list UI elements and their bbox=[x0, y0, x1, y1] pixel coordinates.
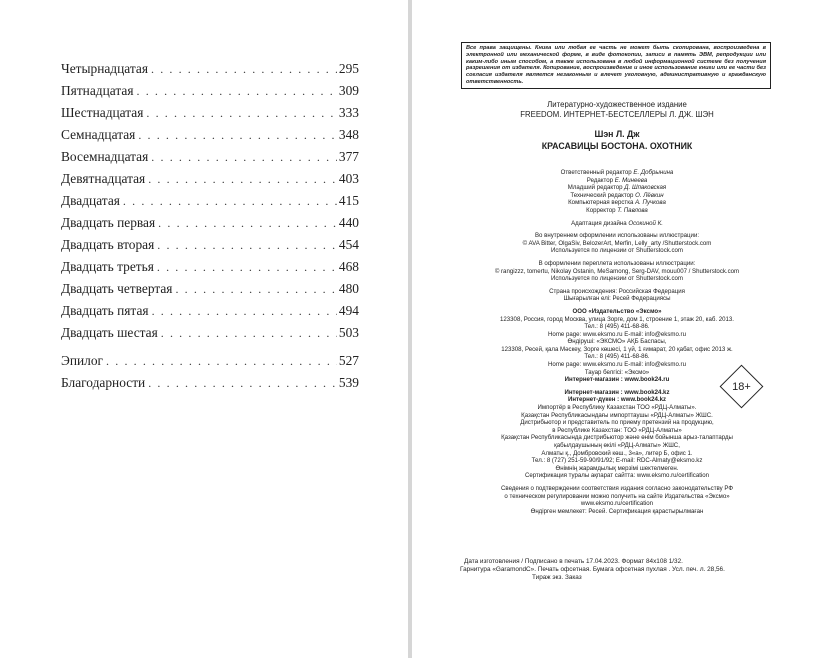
toc-leader bbox=[148, 372, 337, 394]
toc-leader bbox=[146, 102, 337, 124]
toc-page: 454 bbox=[338, 237, 359, 252]
staff-credit: Младший редактор Д. Шпаковская bbox=[567, 184, 667, 192]
conformity-1: Сведения о подтверждении соответствия издания согласно законодательству РФ bbox=[501, 484, 733, 492]
toc-entry bbox=[61, 256, 359, 278]
toc-page: 494 bbox=[338, 303, 359, 318]
toc-title: Шестнадцатая bbox=[61, 105, 144, 120]
origin-ru: Страна происхождения: Российская Федерация bbox=[549, 287, 685, 295]
toc-leader bbox=[152, 300, 337, 322]
toc-leader bbox=[175, 278, 336, 300]
toc-entry bbox=[61, 300, 359, 322]
distributor-2: в Республике Казахстан: ТОО «РДЦ-Алматы» bbox=[552, 426, 682, 434]
toc-entry bbox=[61, 372, 359, 394]
toc-entry bbox=[61, 124, 359, 146]
toc-page: 295 bbox=[338, 61, 359, 76]
publisher-phone: Тел.: 8 (495) 411-68-86. bbox=[584, 323, 650, 331]
toc-title: Двадцать третья bbox=[61, 259, 154, 274]
cover-license: Используется по лицензии от Shutterstock.com bbox=[551, 275, 683, 283]
genre-line: Литературно-художественное издание bbox=[547, 100, 687, 109]
shelf-life: Өнімнің жарамдылық мерзімі шектелмеген. bbox=[555, 464, 679, 472]
toc-entry bbox=[61, 80, 359, 102]
manufacturer-kz: Өндіруші: «ЭКСМО» АҚБ Баспасы, bbox=[567, 338, 667, 346]
imprint-body bbox=[452, 169, 782, 515]
print-typeface: Гарнитура «GaramondC». Печать офсетная. Бумага офсетная пухлая . Усл. печ. л. 28,56. bbox=[460, 565, 725, 573]
publisher-web: Home page: www.eksmo.ru E-mail: info@eksmo.ru bbox=[548, 330, 686, 338]
toc-entry bbox=[61, 234, 359, 256]
toc-leader bbox=[161, 322, 337, 344]
staff-credit: Компьютерная верстка А. Пучкова bbox=[568, 199, 666, 207]
toc-title: Двадцатая bbox=[61, 193, 120, 208]
toc-title: Двадцать пятая bbox=[61, 303, 149, 318]
toc-entry bbox=[61, 102, 359, 124]
left-page bbox=[0, 0, 408, 658]
toc-entry bbox=[61, 168, 359, 190]
print-run: Тираж экз. Заказ bbox=[532, 573, 582, 581]
toc-title: Двадцать шестая bbox=[61, 325, 158, 340]
toc-page: 309 bbox=[338, 83, 359, 98]
toc-title: Четырнадцатая bbox=[61, 61, 148, 76]
toc-page: 539 bbox=[338, 375, 359, 390]
toc-title: Пятнадцатая bbox=[61, 83, 134, 98]
toc-title: Двадцать вторая bbox=[61, 237, 155, 252]
staff-credit: Технический редактор О. Лёвкин bbox=[570, 191, 664, 199]
toc-title: Двадцать первая bbox=[61, 215, 156, 230]
origin-kz: Шығарылған елі: Ресей Федерациясы bbox=[563, 295, 671, 303]
toc-title: Девятнадцатая bbox=[61, 171, 146, 186]
illustrations-credits: © AVA Bitter, OlgaSiv, BelozerArt, Merfin, Lelly_arty /Shutterstock.com bbox=[522, 239, 712, 247]
importer-ru: Импортёр в Республику Казахстан ТОО «РДЦ-Алматы». bbox=[537, 404, 697, 412]
distributor-address: Алматы қ., Домбровский көш., 3«а», литер Б, офис 1. bbox=[541, 449, 693, 457]
print-date: Дата изготовления / Подписано в печать 17.04.2023. Формат 84x108 1/32. bbox=[464, 558, 683, 565]
toc-page: 480 bbox=[338, 281, 359, 296]
table-of-contents bbox=[61, 58, 359, 394]
toc-page: 440 bbox=[338, 215, 359, 230]
manufacturer-web: Home page: www.eksmo.ru E-mail: info@eksmo.ru bbox=[548, 361, 686, 369]
toc-entry bbox=[61, 278, 359, 300]
shop-kz-local: Интернет-дүкен : www.book24.kz bbox=[567, 396, 667, 404]
toc-leader bbox=[123, 190, 337, 212]
toc-page: 333 bbox=[338, 105, 359, 120]
staff-credit: Корректор Т. Павлова bbox=[586, 206, 648, 214]
toc-page: 348 bbox=[338, 127, 359, 142]
toc-leader bbox=[106, 350, 337, 372]
toc-entry bbox=[61, 350, 359, 372]
toc-leader bbox=[157, 256, 337, 278]
staff-credit: Редактор Е. Минеева bbox=[586, 176, 648, 184]
importer-kz: Қазақстан Республикасындағы импорттаушы «РДЦ-Алматы» ЖШС. bbox=[521, 411, 713, 419]
toc-title: Восемнадцатая bbox=[61, 149, 149, 164]
print-details bbox=[460, 558, 790, 581]
distributor-phone: Тел.: 8 (727) 251-59-90/91/92; E-mail: RDC-Almaty@eksmo.kz bbox=[531, 457, 703, 465]
toc-page: 468 bbox=[338, 259, 359, 274]
toc-leader bbox=[151, 58, 337, 80]
shop-ru: Интернет-магазин : www.book24.ru bbox=[564, 376, 670, 384]
imprint-header bbox=[452, 100, 782, 152]
toc-title: Семнадцатая bbox=[61, 127, 136, 142]
toc-title: Двадцать четвертая bbox=[61, 281, 173, 296]
trademark: Тауар белгісі: «Эксмо» bbox=[584, 368, 650, 376]
toc-entry bbox=[61, 322, 359, 344]
conformity-3: www.eksmo.ru/certification bbox=[580, 500, 654, 508]
book-title: КРАСАВИЦЫ БОСТОНА. ОХОТНИК bbox=[541, 141, 693, 151]
distributor-1: Дистрибьютор и представитель по приему претензий на продукцию, bbox=[520, 419, 714, 427]
toc-leader bbox=[158, 212, 337, 234]
toc-entry bbox=[61, 58, 359, 80]
toc-title: Эпилог bbox=[61, 353, 104, 368]
cover-credits: © rangizzz, tomertu, Nikolay Ostanin, MeSamong, Serg-DAV, mouu007 / Shutterstock.com bbox=[494, 267, 740, 275]
conformity-2: о техническом регулировании можно получить на сайте Издательства «Эксмо» bbox=[504, 492, 730, 500]
distributor-kz-2: қабылдаушының өкілі «РДЦ-Алматы» ЖШС, bbox=[554, 442, 680, 449]
toc-page: 527 bbox=[338, 353, 359, 368]
toc-entry bbox=[61, 146, 359, 168]
cover-line: В оформлении переплета использованы иллюстрации: bbox=[538, 259, 696, 267]
publisher-address: 123308, Россия, город Москва, улица Зорге, дом 1, строение 1, этаж 20, каб. 2013. bbox=[500, 315, 734, 323]
design-credit: Адаптация дизайна Осокиной К. bbox=[571, 219, 663, 227]
manufacturer-phone: Тел.: 8 (495) 411-68-86. bbox=[584, 353, 650, 361]
toc-leader bbox=[157, 234, 337, 256]
staff-list bbox=[452, 169, 782, 215]
staff-credit: Ответственный редактор Е. Добрынина bbox=[560, 169, 674, 176]
certification-kz: Сертификация туралы ақпарат сайтта: www.eksmo.ru/certification bbox=[524, 472, 710, 480]
shop-kz: Интернет-магазин : www.book24.kz bbox=[564, 388, 670, 396]
toc-leader bbox=[151, 146, 337, 168]
toc-leader bbox=[138, 124, 337, 146]
series-line: FREEDOM. ИНТЕРНЕТ-БЕСТСЕЛЛЕРЫ Л. ДЖ. ШЭН bbox=[520, 110, 714, 119]
toc-title: Благодарности bbox=[61, 375, 146, 390]
toc-leader bbox=[148, 168, 337, 190]
illustrations-license: Используется по лицензии от Shutterstock.com bbox=[551, 247, 683, 255]
origin-kz-2: Өндірген мемлекет: Ресей. Сертификация қарастырылмаған bbox=[530, 507, 704, 515]
toc-page: 377 bbox=[338, 149, 359, 164]
distributor-kz-1: Қазақстан Республикасында дистрибьютор және өнім бойынша арыз-талаптарды bbox=[501, 434, 733, 442]
illustrations-line: Во внутреннем оформлении использованы иллюстрации: bbox=[534, 232, 700, 240]
manufacturer-address: 123308, Ресей, қала Мәскеу, Зорге көшесі, 1 үй, 1 ғимарат, 20 қабат, офис 2013 ж. bbox=[501, 345, 733, 353]
toc-page: 503 bbox=[338, 325, 359, 340]
toc-entry bbox=[61, 190, 359, 212]
toc-page: 415 bbox=[338, 193, 359, 208]
toc-page: 403 bbox=[338, 171, 359, 186]
right-page bbox=[412, 0, 820, 658]
publisher-name: ООО «Издательство «Эксмо» bbox=[572, 307, 662, 315]
toc-leader bbox=[137, 80, 337, 102]
age-rating-label: 18+ bbox=[732, 380, 751, 393]
copyright-notice: Все права защищены. Книга или любая ее часть не может быть скопирована, воспроизведена в электронной или механической форме, в виде фотокопии, записи в память ЭВМ, репродукции или каким-либо иным способом, а также использована в любой информационной системе без получения разрешения от издателя. Копирование, воспроизведение и иное использование книги или ее части без согласия издателя является незаконным и влечет уголовную, административную и гражданскую ответственность. bbox=[461, 42, 771, 89]
author-name: Шэн Л. Дж bbox=[594, 129, 640, 139]
toc-entry bbox=[61, 212, 359, 234]
